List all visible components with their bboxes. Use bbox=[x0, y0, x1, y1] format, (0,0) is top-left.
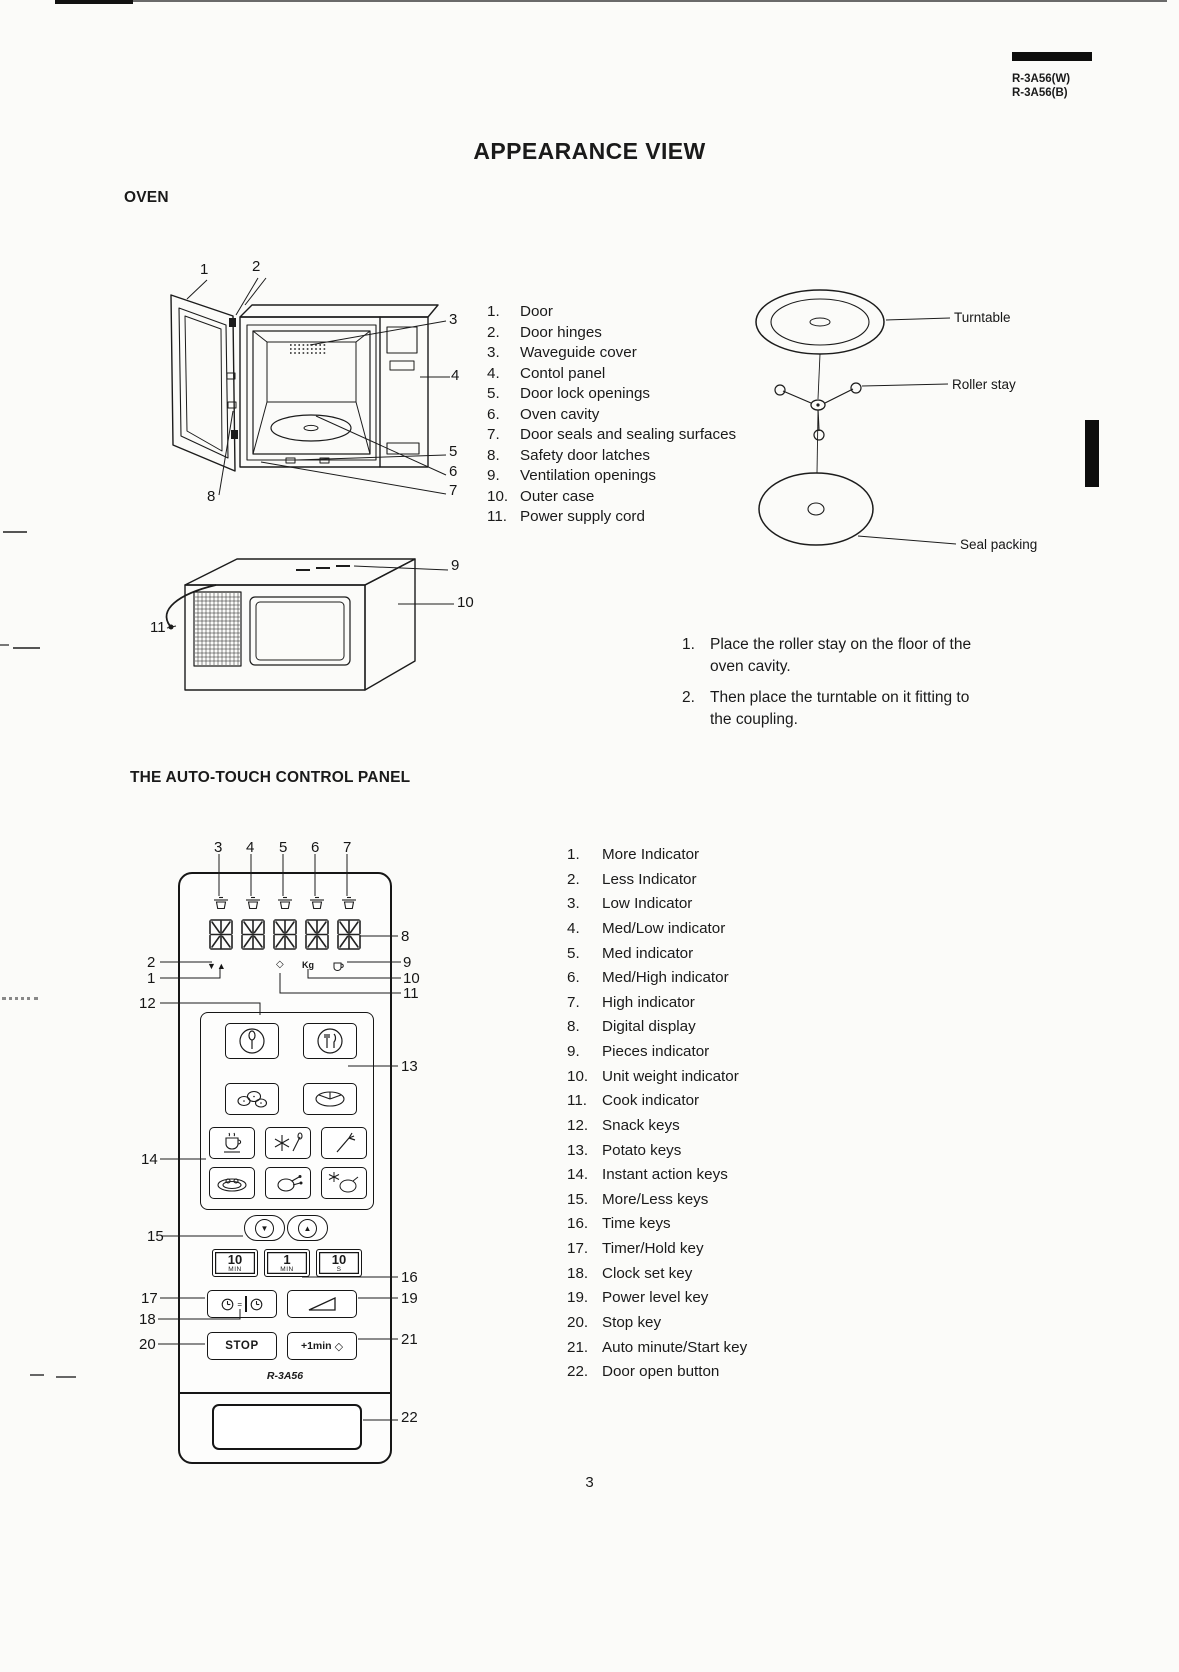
callout-number: 11 bbox=[403, 985, 419, 1002]
callout-number: 16 bbox=[401, 1269, 418, 1286]
callout-number: 8 bbox=[207, 488, 216, 505]
cook-indicator-icon: ◇ bbox=[276, 959, 284, 970]
frozen-poultry-icon bbox=[328, 1171, 360, 1195]
beverage-snack-icon bbox=[237, 1026, 267, 1056]
parts-list-item: 3. Waveguide cover bbox=[487, 344, 637, 362]
callout-number: 17 bbox=[141, 1290, 158, 1307]
parts-list-item: 4. Contol panel bbox=[487, 364, 606, 382]
callout-number: 15 bbox=[147, 1228, 164, 1245]
parts-list-item: 6. Med/High indicator bbox=[567, 969, 729, 987]
oven-rear-figure bbox=[150, 540, 480, 700]
parts-list-item: 1. More Indicator bbox=[567, 846, 700, 863]
oven-section-heading: OVEN bbox=[124, 189, 169, 206]
parts-list-item: 5. Door lock openings bbox=[487, 385, 651, 403]
parts-list-item: 1. Door bbox=[487, 303, 553, 320]
callout-number: 1 bbox=[147, 970, 156, 987]
unit-weight-indicator: Kg bbox=[302, 960, 314, 970]
time-key-1min: 1 MIN bbox=[264, 1249, 310, 1277]
up-arrow-icon: ▲ bbox=[298, 1219, 317, 1238]
clock-set-icon bbox=[250, 1298, 263, 1311]
scan-artifact bbox=[55, 0, 133, 4]
scan-artifact bbox=[30, 1374, 44, 1376]
model-number: R-3A56(W) bbox=[1012, 73, 1071, 85]
callout-number: 3 bbox=[449, 311, 458, 328]
header-rule-bar bbox=[1012, 52, 1092, 61]
instruction-item: 1. Place the roller stay on the floor of the oven cavity. bbox=[682, 636, 972, 675]
instant-action-key bbox=[209, 1127, 255, 1159]
callout-number: 1 bbox=[200, 261, 209, 278]
callout-number: 8 bbox=[401, 928, 410, 945]
callout-number: 7 bbox=[343, 839, 352, 856]
oven-front-figure bbox=[140, 255, 485, 545]
scan-artifact bbox=[3, 531, 27, 533]
parts-list-item: 9. Pieces indicator bbox=[567, 1043, 710, 1060]
snack-key bbox=[303, 1023, 357, 1059]
dinner-plate-icon bbox=[215, 1174, 249, 1192]
parts-list-item: 14. Instant action keys bbox=[567, 1166, 728, 1184]
scan-artifact bbox=[13, 647, 40, 649]
callout-number: 4 bbox=[246, 839, 255, 856]
utensils-snack-icon bbox=[315, 1026, 345, 1056]
instruction-item: 2. Then place the turntable on it fitting to the coupling. bbox=[682, 689, 970, 728]
callout-number: 14 bbox=[141, 1151, 158, 1168]
time-key-10min: 10 MIN bbox=[212, 1249, 258, 1277]
scan-artifact bbox=[0, 644, 9, 646]
callout-number: 18 bbox=[139, 1311, 156, 1328]
potato-key bbox=[303, 1083, 357, 1115]
more-key bbox=[287, 1215, 328, 1241]
down-arrow-icon: ▼ bbox=[255, 1219, 274, 1238]
oven-parts-list bbox=[487, 302, 736, 528]
callout-number: 9 bbox=[451, 557, 460, 574]
callout-number: 2 bbox=[147, 954, 156, 971]
power-ramp-icon bbox=[306, 1295, 338, 1313]
roller-stay-label: Roller stay bbox=[952, 377, 1016, 392]
panel-parts-list bbox=[567, 843, 747, 1385]
scan-artifact bbox=[2, 997, 38, 1000]
callout-number: 9 bbox=[403, 954, 412, 971]
callout-number: 7 bbox=[449, 482, 458, 499]
parts-list-item: 22. Door open button bbox=[567, 1363, 720, 1381]
hold-mark: = bbox=[237, 1299, 243, 1309]
pieces-indicator-icon bbox=[332, 960, 346, 973]
scan-artifact bbox=[55, 0, 1167, 2]
callout-number: 21 bbox=[401, 1331, 418, 1348]
callout-number: 19 bbox=[401, 1290, 418, 1307]
start-diamond-icon: ◇ bbox=[334, 1340, 344, 1353]
parts-list-item: 5. Med indicator bbox=[567, 944, 694, 962]
parts-list-item: 10. Unit weight indicator bbox=[567, 1067, 739, 1085]
instant-action-key bbox=[265, 1127, 311, 1159]
parts-list-item: 13. Potato keys bbox=[567, 1141, 682, 1159]
key-divider bbox=[245, 1296, 247, 1312]
fork-icon bbox=[331, 1131, 357, 1155]
timer-clock-icon bbox=[221, 1298, 234, 1311]
parts-list-item: 21. Auto minute/Start key bbox=[567, 1338, 748, 1356]
parts-list-item: 10. Outer case bbox=[487, 487, 595, 505]
potato-key bbox=[225, 1083, 279, 1115]
parts-list-item: 2. Less Indicator bbox=[567, 870, 697, 888]
more-less-indicator: ▼▲ bbox=[207, 961, 227, 971]
parts-list-item: 20. Stop key bbox=[567, 1313, 662, 1331]
callout-number: 11 bbox=[150, 619, 166, 636]
key-group-box bbox=[200, 1012, 374, 1210]
instant-action-key bbox=[321, 1167, 367, 1199]
parts-list-item: 2. Door hinges bbox=[487, 323, 602, 341]
door-open-button bbox=[212, 1404, 362, 1450]
model-numbers bbox=[1012, 72, 1092, 100]
page-number: 3 bbox=[585, 1474, 594, 1491]
stop-key: STOP bbox=[207, 1332, 277, 1360]
parts-list-item: 9. Ventilation openings bbox=[487, 467, 656, 485]
coffee-cup-icon bbox=[219, 1131, 245, 1155]
panel-model-label: R-3A56 bbox=[266, 1370, 304, 1382]
parts-list-item: 7. High indicator bbox=[567, 993, 695, 1011]
callout-number: 22 bbox=[401, 1409, 418, 1426]
timer-clock-key bbox=[207, 1290, 277, 1318]
parts-list-item: 12. Snack keys bbox=[567, 1116, 680, 1134]
snack-key bbox=[225, 1023, 279, 1059]
panel-section-heading: THE AUTO-TOUCH CONTROL PANEL bbox=[130, 769, 411, 786]
parts-list-item: 6. Oven cavity bbox=[487, 405, 600, 423]
callout-number: 5 bbox=[279, 839, 288, 856]
parts-list-item: 11. Power supply cord bbox=[487, 508, 645, 526]
power-level-key bbox=[287, 1290, 357, 1318]
time-key-10s: 10 S bbox=[316, 1249, 362, 1277]
callout-number: 13 bbox=[401, 1058, 418, 1075]
page-title: APPEARANCE VIEW bbox=[473, 138, 706, 164]
parts-list-item: 18. Clock set key bbox=[567, 1264, 693, 1282]
callout-number: 4 bbox=[451, 367, 460, 384]
start-key: +1min ◇ bbox=[287, 1332, 357, 1360]
model-number: R-3A56(B) bbox=[1012, 87, 1068, 99]
parts-list-item: 19. Power level key bbox=[567, 1289, 709, 1307]
callout-number: 2 bbox=[252, 258, 261, 275]
callout-number: 6 bbox=[449, 463, 458, 480]
parts-list-item: 16. Time keys bbox=[567, 1215, 671, 1233]
instant-action-key bbox=[209, 1167, 255, 1199]
parts-list-item: 11. Cook indicator bbox=[567, 1092, 700, 1110]
callout-number: 20 bbox=[139, 1336, 156, 1353]
callout-number: 12 bbox=[139, 995, 156, 1012]
control-panel-diagram bbox=[178, 872, 392, 1464]
power-level-icons bbox=[210, 895, 364, 913]
defrost-utensil-icon bbox=[273, 1131, 303, 1155]
callout-number: 10 bbox=[457, 594, 474, 611]
callout-number: 10 bbox=[403, 970, 420, 987]
assembly-instructions bbox=[682, 634, 994, 740]
instant-action-key bbox=[321, 1127, 367, 1159]
oven-rear-drawing bbox=[150, 540, 480, 700]
instant-action-key bbox=[265, 1167, 311, 1199]
parts-list-item: 8. Safety door latches bbox=[487, 446, 651, 464]
parts-list-item: 8. Digital display bbox=[567, 1018, 696, 1036]
parts-list-item: 7. Door seals and sealing surfaces bbox=[487, 426, 737, 444]
poultry-icon bbox=[273, 1172, 303, 1194]
callout-number: 3 bbox=[214, 839, 223, 856]
parts-list-item: 17. Timer/Hold key bbox=[567, 1240, 704, 1257]
accessories-figure bbox=[740, 278, 1170, 568]
less-key bbox=[244, 1215, 285, 1241]
panel-separator bbox=[180, 1392, 390, 1394]
parts-list-item: 15. More/Less keys bbox=[567, 1190, 709, 1208]
digital-display bbox=[208, 918, 366, 952]
baked-dish-icon bbox=[312, 1089, 348, 1109]
callout-number: 5 bbox=[449, 443, 458, 460]
potatoes-icon bbox=[234, 1088, 270, 1110]
parts-list-item: 4. Med/Low indicator bbox=[567, 919, 726, 937]
oven-front-drawing bbox=[140, 255, 485, 545]
turntable-label: Turntable bbox=[954, 310, 1011, 325]
parts-list-item: 3. Low Indicator bbox=[567, 895, 693, 913]
seal-packing-label: Seal packing bbox=[960, 537, 1038, 552]
scan-artifact bbox=[56, 1376, 76, 1378]
callout-number: 6 bbox=[311, 839, 320, 856]
